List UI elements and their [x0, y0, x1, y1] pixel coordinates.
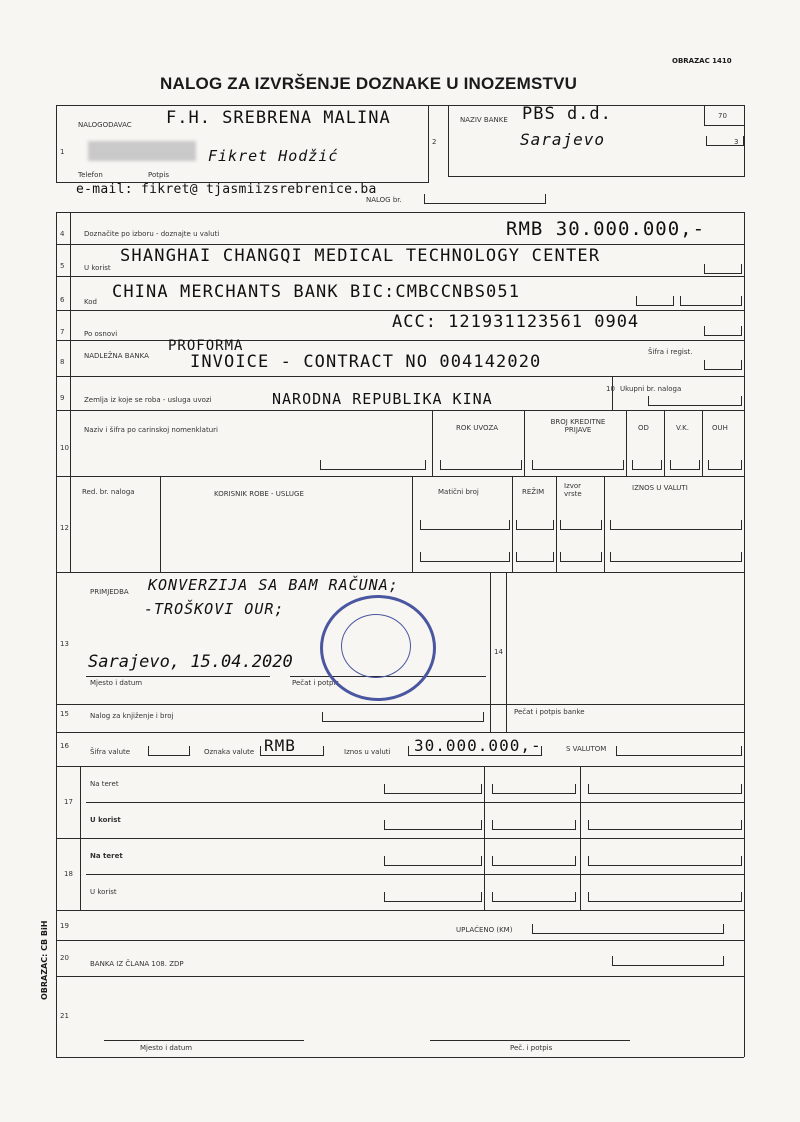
label-s-valutom: S VALUTOM	[566, 745, 607, 753]
label-pecat-potpis: Pečat i potpis	[292, 679, 340, 687]
handwritten-remark-2: -TROŠKOVI OUR;	[144, 600, 285, 618]
label-pecat-potpis-banke: Pečat i potpis banke	[514, 708, 585, 716]
label-od: OD	[638, 424, 649, 432]
label-na-teret: Na teret	[90, 780, 119, 788]
label-banka-clan: BANKA IZ ČLANA 108. ZDP	[90, 960, 184, 968]
row-number: 3	[734, 138, 739, 146]
label-doznacite: Doznačite po izboru - doznajte u valuti	[84, 230, 220, 238]
row-number: 16	[60, 742, 69, 750]
label-nadlezna-banka: NADLEŽNA BANKA	[84, 352, 149, 360]
label-ouh: OUH	[712, 424, 728, 432]
label-iznos-u-valuti: Iznos u valuti	[344, 748, 391, 756]
label-maticni-broj: Matični broj	[438, 488, 479, 496]
handwritten-place-date: Sarajevo, 15.04.2020	[88, 652, 293, 672]
label-rezim: REŽIM	[522, 488, 545, 496]
label-primjedba: PRIMJEDBA	[90, 588, 129, 596]
label-rok-uvoza: ROK UVOZA	[456, 424, 499, 432]
label-izvor-vrste: Izvor vrste	[564, 482, 582, 498]
row-number: 15	[60, 710, 69, 718]
row-number: 20	[60, 954, 69, 962]
handwritten-account: ACC: 121931123561 0904	[392, 312, 640, 332]
row-number: 6	[60, 296, 65, 304]
label-naziv-banke: NAZIV BANKE	[460, 116, 508, 124]
label-red-br: Red. br. naloga	[82, 488, 135, 496]
label-u-korist-2: U korist	[90, 816, 121, 824]
label-mjesto-datum: Mjesto i datum	[90, 679, 143, 687]
handwritten-currency-code: RMB	[264, 736, 296, 755]
label-potpis: Potpis	[148, 171, 170, 179]
handwritten-country: NARODNA REPUBLIKA KINA	[272, 390, 493, 408]
row-number: 4	[60, 230, 65, 238]
label-iznos-u-valuti-header: IZNOS U VALUTI	[632, 484, 688, 492]
label-nalogodavac: NALOGODAVAC	[78, 121, 132, 129]
label-sifra-reg: Šifra i regist.	[648, 348, 693, 356]
box-70: 70	[718, 112, 727, 120]
form-code: OBRAZAC 1410	[672, 57, 732, 65]
label-nalog-br: NALOG br.	[366, 196, 402, 204]
label-ukupni-br: Ukupni br. naloga	[620, 385, 682, 393]
handwritten-bank-city: Sarajevo	[520, 130, 606, 149]
label-na-teret-2: Na teret	[90, 852, 123, 860]
row-number: 8	[60, 358, 65, 366]
side-label: OBRAZAC: CB BiH	[40, 920, 49, 1000]
row-number: 14	[494, 648, 503, 656]
row-number: 1	[60, 148, 65, 156]
row-number: 18	[64, 870, 73, 878]
label-nalog-knjizenje: Nalog za knjiženje i broj	[90, 712, 174, 720]
label-zemlja: Zemlja iz koje se roba - usluga uvozi	[84, 396, 212, 404]
label-sifra-valute: Šifra valute	[90, 748, 131, 756]
row-number: 17	[64, 798, 73, 806]
label-kod: Kod	[84, 298, 97, 306]
label-naziv-sifra: Naziv i šifra po carinskoj nomenklaturi	[84, 426, 218, 434]
label-vk: V.K.	[676, 424, 689, 432]
label-mjesto-datum-2: Mjesto i datum	[140, 1044, 193, 1052]
handwritten-amount: 30.000.000,-	[414, 736, 542, 755]
handwritten-basis-1: PROFORMA	[168, 338, 244, 354]
label-u-korist: U korist	[84, 264, 111, 272]
row-number: 10	[606, 385, 615, 393]
handwritten-bank-bic: CHINA MERCHANTS BANK BIC:CMBCCNBS051	[112, 282, 521, 302]
handwritten-basis-2: INVOICE - CONTRACT NO 004142020	[190, 352, 542, 372]
label-korisnik-robe: KORISNIK ROBE - USLUGE	[214, 490, 304, 498]
handwritten-remark-1: KONVERZIJA SA BAM RAČUNA;	[148, 576, 399, 594]
handwritten-email: e-mail: fikret@ tjasmiizsrebrenice.ba	[76, 182, 377, 197]
handwritten-amount-currency: RMB 30.000.000,-	[506, 218, 706, 240]
redacted-phone	[88, 141, 196, 161]
label-broj-kreditne: BROJ KREDITNE PRIJAVE	[550, 418, 606, 434]
row-number: 10	[60, 444, 69, 452]
row-number: 9	[60, 394, 65, 402]
row-number: 21	[60, 1012, 69, 1020]
label-telefon: Telefon	[78, 171, 103, 179]
row-number: 19	[60, 922, 69, 930]
handwritten-person: Fikret Hodžić	[208, 147, 339, 165]
label-pecat-potpis-2: Peč. i potpis	[510, 1044, 553, 1052]
row-number: 13	[60, 640, 69, 648]
label-oznaka-valute: Oznaka valute	[204, 748, 255, 756]
handwritten-beneficiary: SHANGHAI CHANGQI MEDICAL TECHNOLOGY CENTER	[120, 246, 601, 266]
handwritten-bank-name: PBS d.d.	[522, 104, 612, 124]
row-number: 5	[60, 262, 65, 270]
row-number: 7	[60, 328, 65, 336]
handwritten-company: F.H. SREBRENA MALINA	[166, 108, 391, 128]
form-title: NALOG ZA IZVRŠENJE DOZNAKE U INOZEMSTVU	[160, 74, 578, 93]
label-uplaceno: UPLAĆENO (KM)	[456, 926, 513, 934]
company-stamp	[320, 595, 436, 701]
label-u-korist-3: U korist	[90, 888, 117, 896]
row-number: 12	[60, 524, 69, 532]
row-number: 2	[432, 138, 437, 146]
label-po-osnovi: Po osnovi	[84, 330, 118, 338]
